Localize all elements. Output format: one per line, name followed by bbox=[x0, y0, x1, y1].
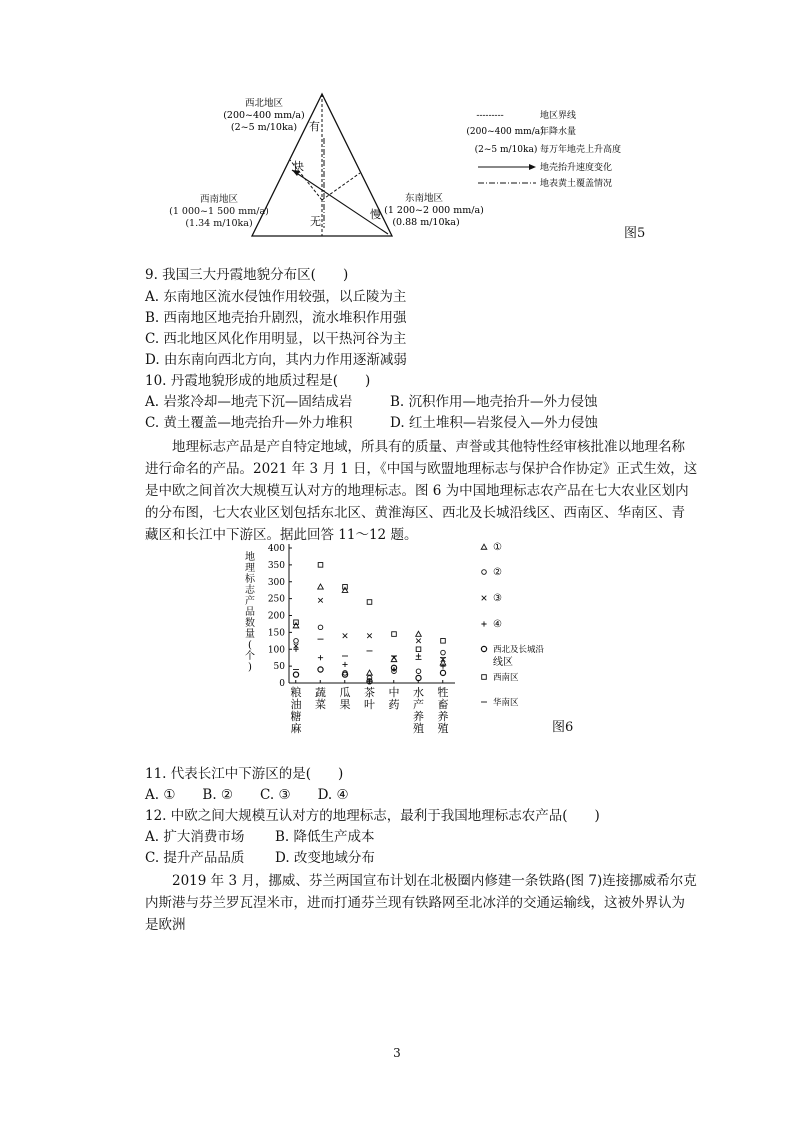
passage1-line-4: 的分布图，七大农业区划包括东北区、黄淮海区、西北及长城沿线区、西南区、华南区、青 bbox=[145, 505, 685, 521]
fig6-legend-label: 华南区 bbox=[493, 698, 519, 708]
fig6-y-label-char: 量 bbox=[245, 629, 255, 640]
fig6-point-oct bbox=[416, 675, 421, 680]
fig6-legend-symbol-circ bbox=[482, 570, 487, 575]
fig6-x-tick-label: 茶 bbox=[364, 686, 375, 699]
fig5-top-region-name: 西北地区 bbox=[244, 98, 284, 109]
fig6-y-label-char: ) bbox=[248, 662, 252, 673]
fig6-x-tick-label: 养 bbox=[437, 710, 449, 723]
fig6-point-plus bbox=[416, 653, 421, 658]
passage1-line-5: 藏区和长江中下游区。据此回答 11～12 题。 bbox=[145, 527, 418, 543]
fig6-point-plus bbox=[342, 662, 347, 667]
fig6-point-sq bbox=[367, 600, 372, 605]
q9-option-a: A. 东南地区流水侵蚀作用较强，以丘陵为主 bbox=[145, 289, 407, 305]
q10-option-c: C. 黄土覆盖—地壳抬升—外力堆积 bbox=[145, 415, 353, 431]
fig6-y-label-char: 地 bbox=[245, 552, 255, 563]
figure-5-diagram bbox=[220, 88, 640, 248]
page-number: 3 bbox=[393, 1046, 401, 1060]
fig6-legend-label: ① bbox=[493, 542, 502, 553]
fig6-point-x bbox=[318, 598, 323, 603]
fig5-top-region-rain: (200~400 mm/a) bbox=[223, 110, 305, 121]
fig6-point-circ bbox=[318, 625, 323, 630]
fig5-left-region-rain: (1 000~1 500 mm/a) bbox=[169, 206, 269, 217]
fig5-legend-key-rain: (200~400 mm/a) bbox=[466, 127, 544, 137]
fig6-point-oct bbox=[440, 670, 445, 675]
fig5-label-man: 慢 bbox=[370, 208, 381, 221]
fig5-right-region-rain: (1 200~2 000 mm/a) bbox=[384, 205, 484, 216]
passage2-line-2: 内斯港与芬兰罗瓦涅米市，进而打通芬兰现有铁路网至北冰洋的交通运输线，这被外界认为 bbox=[145, 895, 685, 911]
fig5-legend-uplift: 每万年地壳上升高度 bbox=[540, 145, 622, 155]
fig5-legend-arrow: 地壳抬升速度变化 bbox=[540, 163, 613, 173]
passage2-line-3: 是欧洲 bbox=[145, 917, 186, 933]
passage1-line-3: 是中欧之间首次大规模互认对方的地理标志。图 6 为中国地理标志农产品在七大农业区划内 bbox=[145, 483, 689, 499]
fig6-point-oct bbox=[293, 672, 298, 677]
fig6-legend-symbol-oct bbox=[481, 646, 486, 651]
fig6-legend-symbol-plus bbox=[481, 621, 486, 626]
fig6-y-tick-label: 250 bbox=[267, 594, 285, 605]
fig6-x-tick-label: 养 bbox=[413, 710, 424, 723]
fig6-legend-label: 西北及长城沿 bbox=[493, 645, 545, 655]
passage1-line-2: 进行命名的产品。2021 年 3 月 1 日，《中国与欧盟地理标志与保护合作协定》正式生效，这 bbox=[145, 461, 698, 477]
fig6-y-label-char: 个 bbox=[245, 651, 255, 662]
fig6-x-tick-label: 麻 bbox=[290, 722, 302, 735]
q10-option-b: B. 沉积作用—地壳抬升—外力侵蚀 bbox=[390, 394, 598, 410]
fig5-label-you: 有 bbox=[309, 120, 320, 133]
fig5-legend-rain: 年降水量 bbox=[540, 127, 577, 137]
passage1-line-1: 地理标志产品是产自特定地域，所具有的质量、声誉或其他特性经审核批准以地理名称 bbox=[172, 439, 685, 455]
fig6-x-tick-label: 菜 bbox=[315, 698, 326, 711]
q9-option-d: D. 由东南向西北方向，其内力作用逐渐减弱 bbox=[145, 352, 407, 368]
q10-option-d: D. 红土堆积—岩浆侵入—外力侵蚀 bbox=[390, 415, 598, 431]
fig5-legend-arrow-head bbox=[529, 164, 536, 170]
q12-option-c: C. 提升产品品质 bbox=[145, 850, 245, 866]
fig5-label-wu: 无 bbox=[310, 215, 321, 228]
fig6-x-tick-label: 粮 bbox=[290, 686, 302, 699]
fig6-y-label-char: 品 bbox=[245, 607, 255, 618]
fig6-y-tick-label: 300 bbox=[267, 577, 285, 588]
fig6-y-label-char: 标 bbox=[245, 574, 255, 585]
fig5-right-region-uplift: (0.88 m/10ka) bbox=[392, 217, 460, 228]
q9-option-b: B. 西南地区地壳抬升剧烈，流水堆积作用强 bbox=[145, 310, 407, 326]
fig6-y-label-char: 理 bbox=[245, 563, 255, 574]
fig6-x-tick-label: 殖 bbox=[413, 722, 424, 735]
fig5-left-region-name-text: 西南地区 bbox=[199, 194, 238, 205]
fig5-legend-key-boundary: --------- bbox=[476, 111, 504, 121]
fig6-x-tick-label: 产 bbox=[413, 698, 424, 711]
q11-stem: 11. 代表长江中下游区的是( ) bbox=[145, 766, 344, 782]
figure-6-chart bbox=[244, 538, 554, 738]
fig6-point-plus bbox=[440, 664, 445, 669]
fig6-y-tick-label: 350 bbox=[267, 560, 285, 571]
fig6-x-tick-label: 水 bbox=[413, 686, 424, 699]
fig6-legend-label: 西南区 bbox=[493, 673, 519, 683]
fig6-x-tick-label: 叶 bbox=[364, 698, 375, 711]
q12-option-a: A. 扩大消费市场 bbox=[145, 829, 245, 845]
fig6-x-tick-label: 中 bbox=[388, 686, 400, 699]
fig6-y-tick-label: 50 bbox=[273, 662, 285, 673]
fig5-label-kuai: 快 bbox=[293, 160, 304, 173]
q12-option-d: D. 改变地域分布 bbox=[275, 850, 375, 866]
fig6-point-tri bbox=[416, 631, 422, 636]
fig5-top-region-uplift: (2~5 m/10ka) bbox=[230, 122, 298, 133]
q11-options: A. ① B. ② C. ③ D. ④ bbox=[145, 787, 349, 803]
fig6-x-tick-label: 药 bbox=[388, 698, 400, 711]
fig6-point-oct bbox=[318, 667, 323, 672]
fig6-legend-symbol-tri bbox=[481, 544, 487, 549]
fig6-x-tick-label: 畜 bbox=[437, 698, 449, 711]
fig6-point-x bbox=[367, 633, 372, 638]
q10-option-a: A. 岩浆冷却—地壳下沉—固结成岩 bbox=[145, 394, 353, 410]
fig6-x-tick-label: 油 bbox=[290, 698, 302, 711]
fig6-point-circ bbox=[294, 639, 299, 644]
fig6-point-x bbox=[343, 633, 348, 638]
fig6-legend-label: ③ bbox=[493, 593, 502, 604]
fig6-x-tick-label: 牲 bbox=[437, 686, 449, 699]
fig5-legend-loess: 地表黄土覆盖情况 bbox=[540, 179, 613, 189]
fig6-point-sq bbox=[318, 563, 323, 568]
fig6-point-circ bbox=[416, 669, 421, 674]
fig5-left-region bbox=[164, 194, 274, 230]
fig6-label: 图6 bbox=[552, 720, 574, 735]
fig6-point-sq bbox=[441, 639, 446, 644]
fig6-legend-label: ④ bbox=[493, 619, 502, 630]
fig6-y-tick-label: 0 bbox=[279, 679, 285, 689]
fig6-legend-label: ② bbox=[493, 567, 502, 578]
q9-option-c: C. 西北地区风化作用明显，以干热河谷为主 bbox=[145, 331, 407, 347]
fig6-y-label-char: ( bbox=[248, 640, 252, 651]
passage-geo-indication bbox=[145, 436, 698, 546]
fig5-uplift-arrow bbox=[292, 170, 388, 234]
fig6-legend-symbol-sq bbox=[482, 675, 487, 680]
fig5-boundary-right bbox=[322, 173, 360, 200]
passage2-line-1: 2019 年 3 月，挪威、芬兰两国宣布计划在北极圈内修建一条铁路(图 7)连接挪威希尔克 bbox=[172, 873, 697, 889]
fig6-point-sq bbox=[416, 647, 421, 652]
fig5-left-region-uplift: (1.34 m/10ka) bbox=[185, 218, 253, 229]
fig6-legend-symbol-x bbox=[482, 596, 487, 601]
fig6-x-tick-label: 果 bbox=[339, 698, 351, 711]
fig6-y-label-char: 数 bbox=[245, 618, 255, 629]
fig6-point-tri bbox=[367, 670, 373, 675]
fig6-x-tick-label: 殖 bbox=[437, 722, 449, 735]
fig6-point-x bbox=[416, 639, 421, 644]
fig6-y-tick-label: 200 bbox=[267, 611, 285, 622]
fig6-point-circ bbox=[441, 650, 446, 655]
fig6-x-tick-label: 蔬 bbox=[315, 686, 326, 699]
fig6-x-tick-label: 瓜 bbox=[339, 686, 351, 699]
q12-stem: 12. 中欧之间大规模互认对方的地理标志，最利于我国地理标志农产品( ) bbox=[145, 808, 600, 824]
fig5-legend-key-uplift: (2~5 m/10ka) bbox=[474, 145, 538, 155]
fig5-right-region-name: 东南地区 bbox=[404, 193, 444, 204]
fig6-x-tick-label: 糖 bbox=[290, 710, 302, 723]
fig6-y-label-char: 产 bbox=[245, 596, 255, 607]
fig6-legend-label: 线区 bbox=[493, 657, 513, 668]
fig5-legend-boundary: 地区界线 bbox=[540, 111, 577, 121]
fig6-y-tick-label: 100 bbox=[267, 645, 285, 656]
fig6-point-tri bbox=[318, 584, 324, 589]
q9-stem: 9. 我国三大丹霞地貌分布区( ) bbox=[145, 267, 349, 283]
fig6-y-tick-label: 400 bbox=[267, 544, 285, 554]
fig5-label: 图5 bbox=[624, 226, 646, 241]
passage-arctic-railway bbox=[145, 870, 697, 936]
fig6-y-label-char: 志 bbox=[245, 585, 255, 596]
fig6-point-sq bbox=[392, 632, 397, 637]
q12-option-b: B. 降低生产成本 bbox=[275, 829, 375, 845]
fig6-point-plus bbox=[318, 655, 323, 660]
q10-stem: 10. 丹霞地貌形成的地质过程是( ) bbox=[145, 373, 371, 389]
fig6-y-tick-label: 150 bbox=[267, 628, 285, 639]
